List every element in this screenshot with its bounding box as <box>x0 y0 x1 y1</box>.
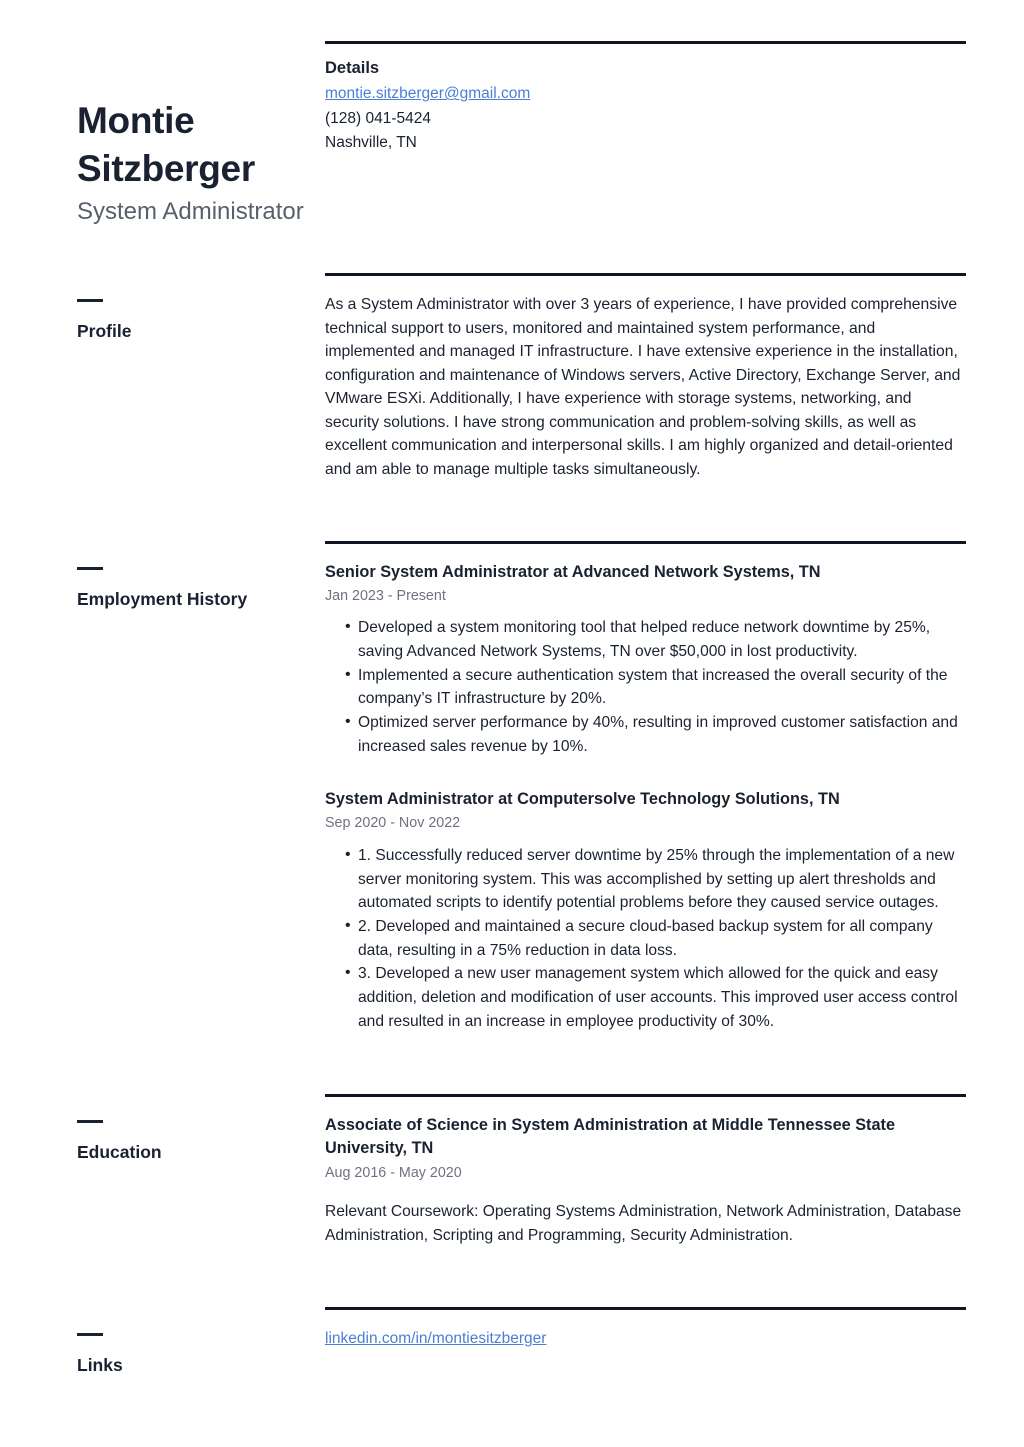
email-link[interactable]: montie.sitzberger@gmail.com <box>325 85 531 103</box>
job-title: System Administrator <box>77 198 304 226</box>
employment-entry <box>325 788 966 1033</box>
phone-text: (128) 041-5424 <box>325 109 431 127</box>
profile-label-wrap <box>0 273 325 342</box>
links-list <box>325 1310 966 1351</box>
education-entry-date: Aug 2016 - May 2020 <box>325 1164 462 1181</box>
education-entry <box>325 1097 966 1247</box>
list-item: • Developed a system monitoring tool that helped reduce network downtime by 25%, saving Advanced Network Systems, TN over $50,000 in lost productivity. <box>325 616 966 663</box>
last-name: Sitzberger <box>77 148 255 190</box>
list-item: • Implemented a secure authentication system that increased the overall security of the company’s IT infrastructure by 20%. <box>325 664 966 711</box>
employment-entry-bullets <box>325 616 966 758</box>
profile-label: Profile <box>77 321 132 342</box>
employment-entry-title: System Administrator at Computersolve Technology Solutions, TN <box>325 790 840 809</box>
links-content <box>325 1307 1024 1351</box>
employment-entry-date: Jan 2023 - Present <box>325 587 446 604</box>
links-section <box>0 1307 1024 1376</box>
profile-content <box>325 273 1024 481</box>
profile-section <box>0 273 1024 481</box>
employment-entry <box>325 544 966 759</box>
education-label-wrap <box>0 1094 325 1163</box>
details-divider <box>325 41 966 44</box>
location-text: Nashville, TN <box>325 134 417 152</box>
education-entry-title: Associate of Science in System Administration at Middle Tennessee State University, TN <box>325 1116 896 1158</box>
education-section <box>0 1094 1024 1247</box>
details-heading: Details <box>325 59 380 77</box>
details-block <box>325 41 1024 156</box>
employment-section <box>0 541 1024 1034</box>
section-dash-icon <box>77 1333 103 1336</box>
list-item: • Optimized server performance by 40%, resulting in improved customer satisfaction and increased sales revenue by 10%. <box>325 711 966 758</box>
first-name: Montie <box>77 100 195 141</box>
profile-text: As a System Administrator with over 3 years of experience, I have provided comprehensive technical support to users, monitored and maintained system performance, and implemented and managed IT infrastructure. I have extensive experience in the installation, configuration and maintenance of Windows servers, Active Directory, Exchange Server, and VMware ESXi. Additionally, I have experience with storage systems, networking, and security solutions. I have strong communication and problem-solving skills, as well as excellent communication and interpersonal skills. I am highly organized and detail-oriented and am able to manage multiple tasks simultaneously. <box>325 296 961 479</box>
education-entry-description: Relevant Coursework: Operating Systems Administration, Network Administration, Database Administration, Scripting and Programming, Security Administration. <box>325 1203 962 1244</box>
profile-text-wrap <box>325 276 966 481</box>
linkedin-link[interactable]: linkedin.com/in/montiesitzberger <box>325 1330 547 1348</box>
links-label-wrap <box>0 1307 325 1376</box>
employment-entry-date: Sep 2020 - Nov 2022 <box>325 815 461 832</box>
entry-spacer <box>325 758 966 788</box>
education-label: Education <box>77 1142 162 1163</box>
education-content <box>325 1094 1024 1247</box>
list-item: • 3. Developed a new user management system which allowed for the quick and easy addition, deletion and modification of user accounts. This improved user access control and resulted in an increase in employee productivity of 30%. <box>325 962 966 1033</box>
links-label: Links <box>77 1355 123 1376</box>
employment-entry-title: Senior System Administrator at Advanced Network Systems, TN <box>325 562 821 581</box>
list-item: • 2. Developed and maintained a secure cloud-based backup system for all company data, resulting in a 75% reduction in data loss. <box>325 915 966 962</box>
header-section <box>0 41 1024 227</box>
employment-content <box>325 541 1024 1034</box>
employment-label: Employment History <box>77 588 248 609</box>
section-dash-icon <box>77 567 103 570</box>
list-item: • 1. Successfully reduced server downtime by 25% through the implementation of a new server monitoring system. This was accomplished by setting up alert thresholds and automated scripts to identify potential problems before they caused service outages. <box>325 844 966 915</box>
section-dash-icon <box>77 1120 103 1123</box>
employment-entry-bullets <box>325 844 966 1034</box>
email-link-wrap <box>325 82 966 106</box>
header-identity <box>0 41 325 227</box>
employment-label-wrap <box>0 541 325 610</box>
section-dash-icon <box>77 299 103 302</box>
